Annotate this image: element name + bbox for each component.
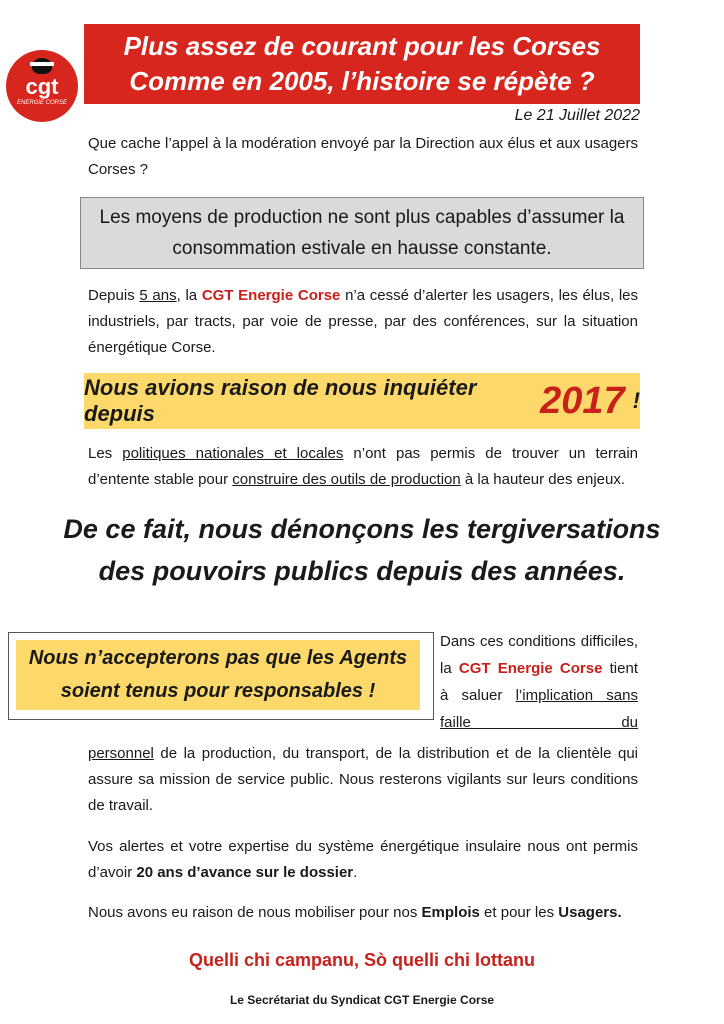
highlight-line-2: consommation estivale en hausse constante. xyxy=(172,238,552,259)
bold-text: Usagers. xyxy=(558,904,622,921)
paragraph-staff xyxy=(88,741,638,819)
text: . xyxy=(353,864,358,881)
signature: Le Secrétariat du Syndicat CGT Energie Corse xyxy=(229,993,495,1007)
text: Vos alertes et votre expertise du système énergétique insulaire nous ont permis d’avoir xyxy=(88,838,638,881)
underlined-text: 5 ans xyxy=(139,287,177,304)
text: et pour les xyxy=(479,904,559,921)
text: tient à saluer xyxy=(440,660,638,704)
paragraph-mobilise xyxy=(88,900,638,926)
text: Les xyxy=(88,445,123,462)
denounce-line-2: des pouvoirs publics depuis des années. xyxy=(98,556,626,586)
denounce-line-1: De ce fait, nous dénonçons les tergiversations xyxy=(63,514,661,544)
text: n’ont pas permis de trouver un terrain d’entente stable pour xyxy=(88,445,638,488)
union-name: CGT Energie Corse xyxy=(458,660,603,677)
paragraph-staff-side xyxy=(440,628,638,736)
logo-subtext: ENERGIE CORSE xyxy=(16,100,67,106)
underlined-text: construire des outils de production xyxy=(232,471,461,488)
union-name: CGT Energie Corse xyxy=(201,287,341,304)
title-line-2: Comme en 2005, l’histoire se répète ? xyxy=(129,66,595,96)
intro-paragraph: Que cache l’appel à la modération envoyé par la Direction aux élus et aux usagers Corses ? xyxy=(88,135,638,178)
motto: Quelli chi campanu, Sò quelli chi lottanu xyxy=(188,950,536,970)
warning-banner xyxy=(84,373,640,429)
underlined-text: politiques nationales et locales xyxy=(122,445,344,462)
banner-exclamation: ! xyxy=(632,388,640,413)
logo-text: cgt xyxy=(25,74,59,99)
cgt-logo xyxy=(6,50,78,122)
text: Depuis xyxy=(88,287,140,304)
text: , la xyxy=(176,287,202,304)
agents-line-1: Nous n’accepterons pas que les Agents xyxy=(28,647,408,669)
underlined-text: l’implication sans faille du xyxy=(440,687,638,731)
bold-text: 20 ans d’avance sur le dossier xyxy=(136,864,354,881)
document-date: Le 21 Juillet 2022 xyxy=(514,107,640,124)
moor-head-icon xyxy=(32,58,52,74)
agents-callout xyxy=(16,640,420,710)
highlight-line-1: Les moyens de production ne sont plus capables d’assumer la xyxy=(99,207,625,228)
text: de la production, du transport, de la distribution et de la clientèle qui assure sa mission de service public. Nous resterons vigilants sur leurs conditions de travail. xyxy=(88,745,638,814)
underlined-text: personnel xyxy=(88,745,154,762)
title-banner xyxy=(84,24,640,104)
text: n’a cessé d’alerter les usagers, les élus, les industriels, par tracts, par voie de presse, par des conférences, sur la situation énergétique Corse. xyxy=(88,287,638,356)
text: à la hauteur des enjeux. xyxy=(460,471,626,488)
headband-icon xyxy=(30,62,54,66)
text: Dans ces conditions difficiles, la xyxy=(440,633,638,677)
banner-year: 2017 xyxy=(540,379,625,422)
title-line-1: Plus assez de courant pour les Corses xyxy=(123,31,601,61)
paragraph-politics xyxy=(88,441,638,493)
banner-text: Nous avions raison de nous inquiéter depuis xyxy=(84,375,477,426)
agents-line-2: soient tenus pour responsables ! xyxy=(60,680,376,702)
highlight-box xyxy=(80,197,644,269)
text: Nous avons eu raison de nous mobiliser pour nos xyxy=(88,904,422,921)
bold-text: Emplois xyxy=(421,904,480,921)
paragraph-alerts xyxy=(88,283,638,361)
paragraph-expertise xyxy=(88,834,638,886)
